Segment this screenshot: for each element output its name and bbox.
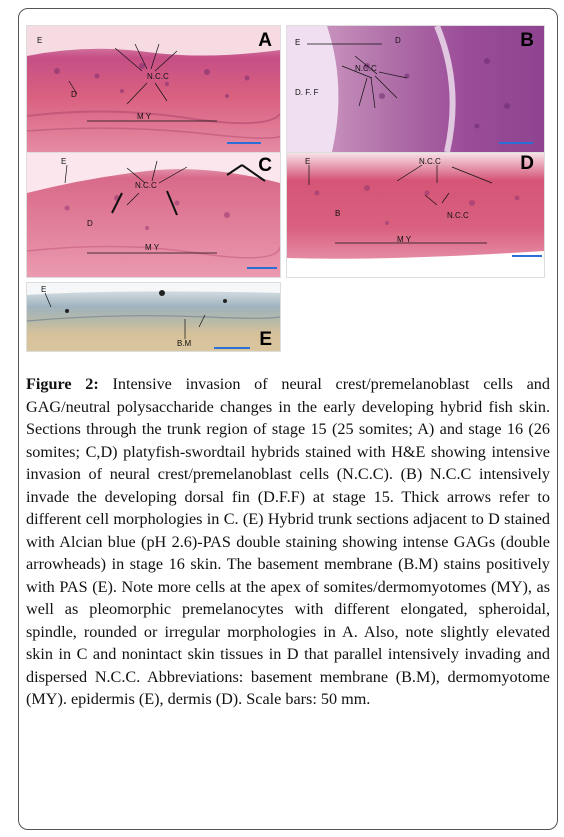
panel-b-epidermis-label: E (295, 38, 301, 47)
panel-d-myotome-label: M Y (397, 235, 412, 244)
panel-a (26, 25, 281, 153)
panel-a-dermis-label: D (71, 90, 77, 99)
panel-c-epidermis-label: E (61, 157, 67, 166)
panel-a-ncc-label: N.C.C (147, 72, 169, 81)
panel-d-ncc-label-top: N.C.C (419, 157, 441, 166)
panel-a-myotome-label: M Y (137, 112, 152, 121)
panel-c-dermis-label: D (87, 219, 93, 228)
panel-d-ncc-label-bottom: N.C.C (447, 211, 469, 220)
panel-d-b-label: B (335, 209, 341, 218)
caption-text: Intensive invasion of neural crest/premelanoblast cells and GAG/neutral polysaccharide changes in the early developing hybrid fish skin. Sections through the trunk region of stage 15 (25 somites; A) and stage 16 (26 somites; C,D) platyfish-swordtail hybrids stained with H&E showing intensive invasion of neural crest/premelanoblast cells (N.C.C). (B) N.C.C intensively invade the developing dorsal fin (D.F.F) at stage 15. Thick arrows refer to different cell morphologies in C. (E) Hybrid trunk sections adjacent to D stained with Alcian blue (pH 2.6)-PAS double staining showing intense GAGs (double arrowheads) in stage 16 skin. The basement membrane (B.M) stains positively with PAS (E). Note more cells at the apex of somites/dermomyotomes (MY), as well as pleomorphic premelanocytes with different elongated, spheroidal, spindle, rounded or irregular morphologies in A. Also, note slightly elevated skin in C and nonintact skin tissues in D that parallel intensively invading and dispersed N.C.C. Abbreviations: basement membrane (B.M), dermomyotome (MY). epidermis (E), dermis (D). Scale bars: 50 mm. (26, 375, 550, 708)
panel-b-label: B (520, 30, 534, 51)
panel-e-micrograph (27, 283, 280, 351)
panel-a-label: A (258, 30, 272, 51)
panel-b-dermis-label: D (395, 36, 401, 45)
panel-d-micrograph (287, 153, 544, 277)
panel-d-label: D (520, 153, 534, 174)
panel-b-micrograph (287, 26, 544, 152)
panel-d-epidermis-label: E (305, 157, 311, 166)
panel-b-dorsal-fin-label: D. F. F (295, 88, 319, 97)
caption-title: Figure 2: (26, 375, 99, 393)
panel-b (286, 25, 545, 153)
panel-c-label: C (258, 155, 272, 176)
panel-c-micrograph (27, 153, 280, 277)
panel-c (26, 152, 281, 278)
panel-a-epidermis-label: E (37, 36, 43, 45)
panel-d (286, 152, 545, 278)
figure-caption (26, 373, 550, 711)
panel-b-ncc-label: N.C.C (355, 64, 377, 73)
panel-c-ncc-label: N.C.C (135, 181, 157, 190)
panel-a-micrograph (27, 26, 280, 152)
panel-c-myotome-label: M Y (145, 243, 160, 252)
panel-e-epidermis-label: E (41, 285, 47, 294)
panel-e-basement-membrane-label: B.M (177, 339, 192, 348)
panel-e-label: E (259, 329, 272, 350)
panel-e (26, 282, 281, 352)
